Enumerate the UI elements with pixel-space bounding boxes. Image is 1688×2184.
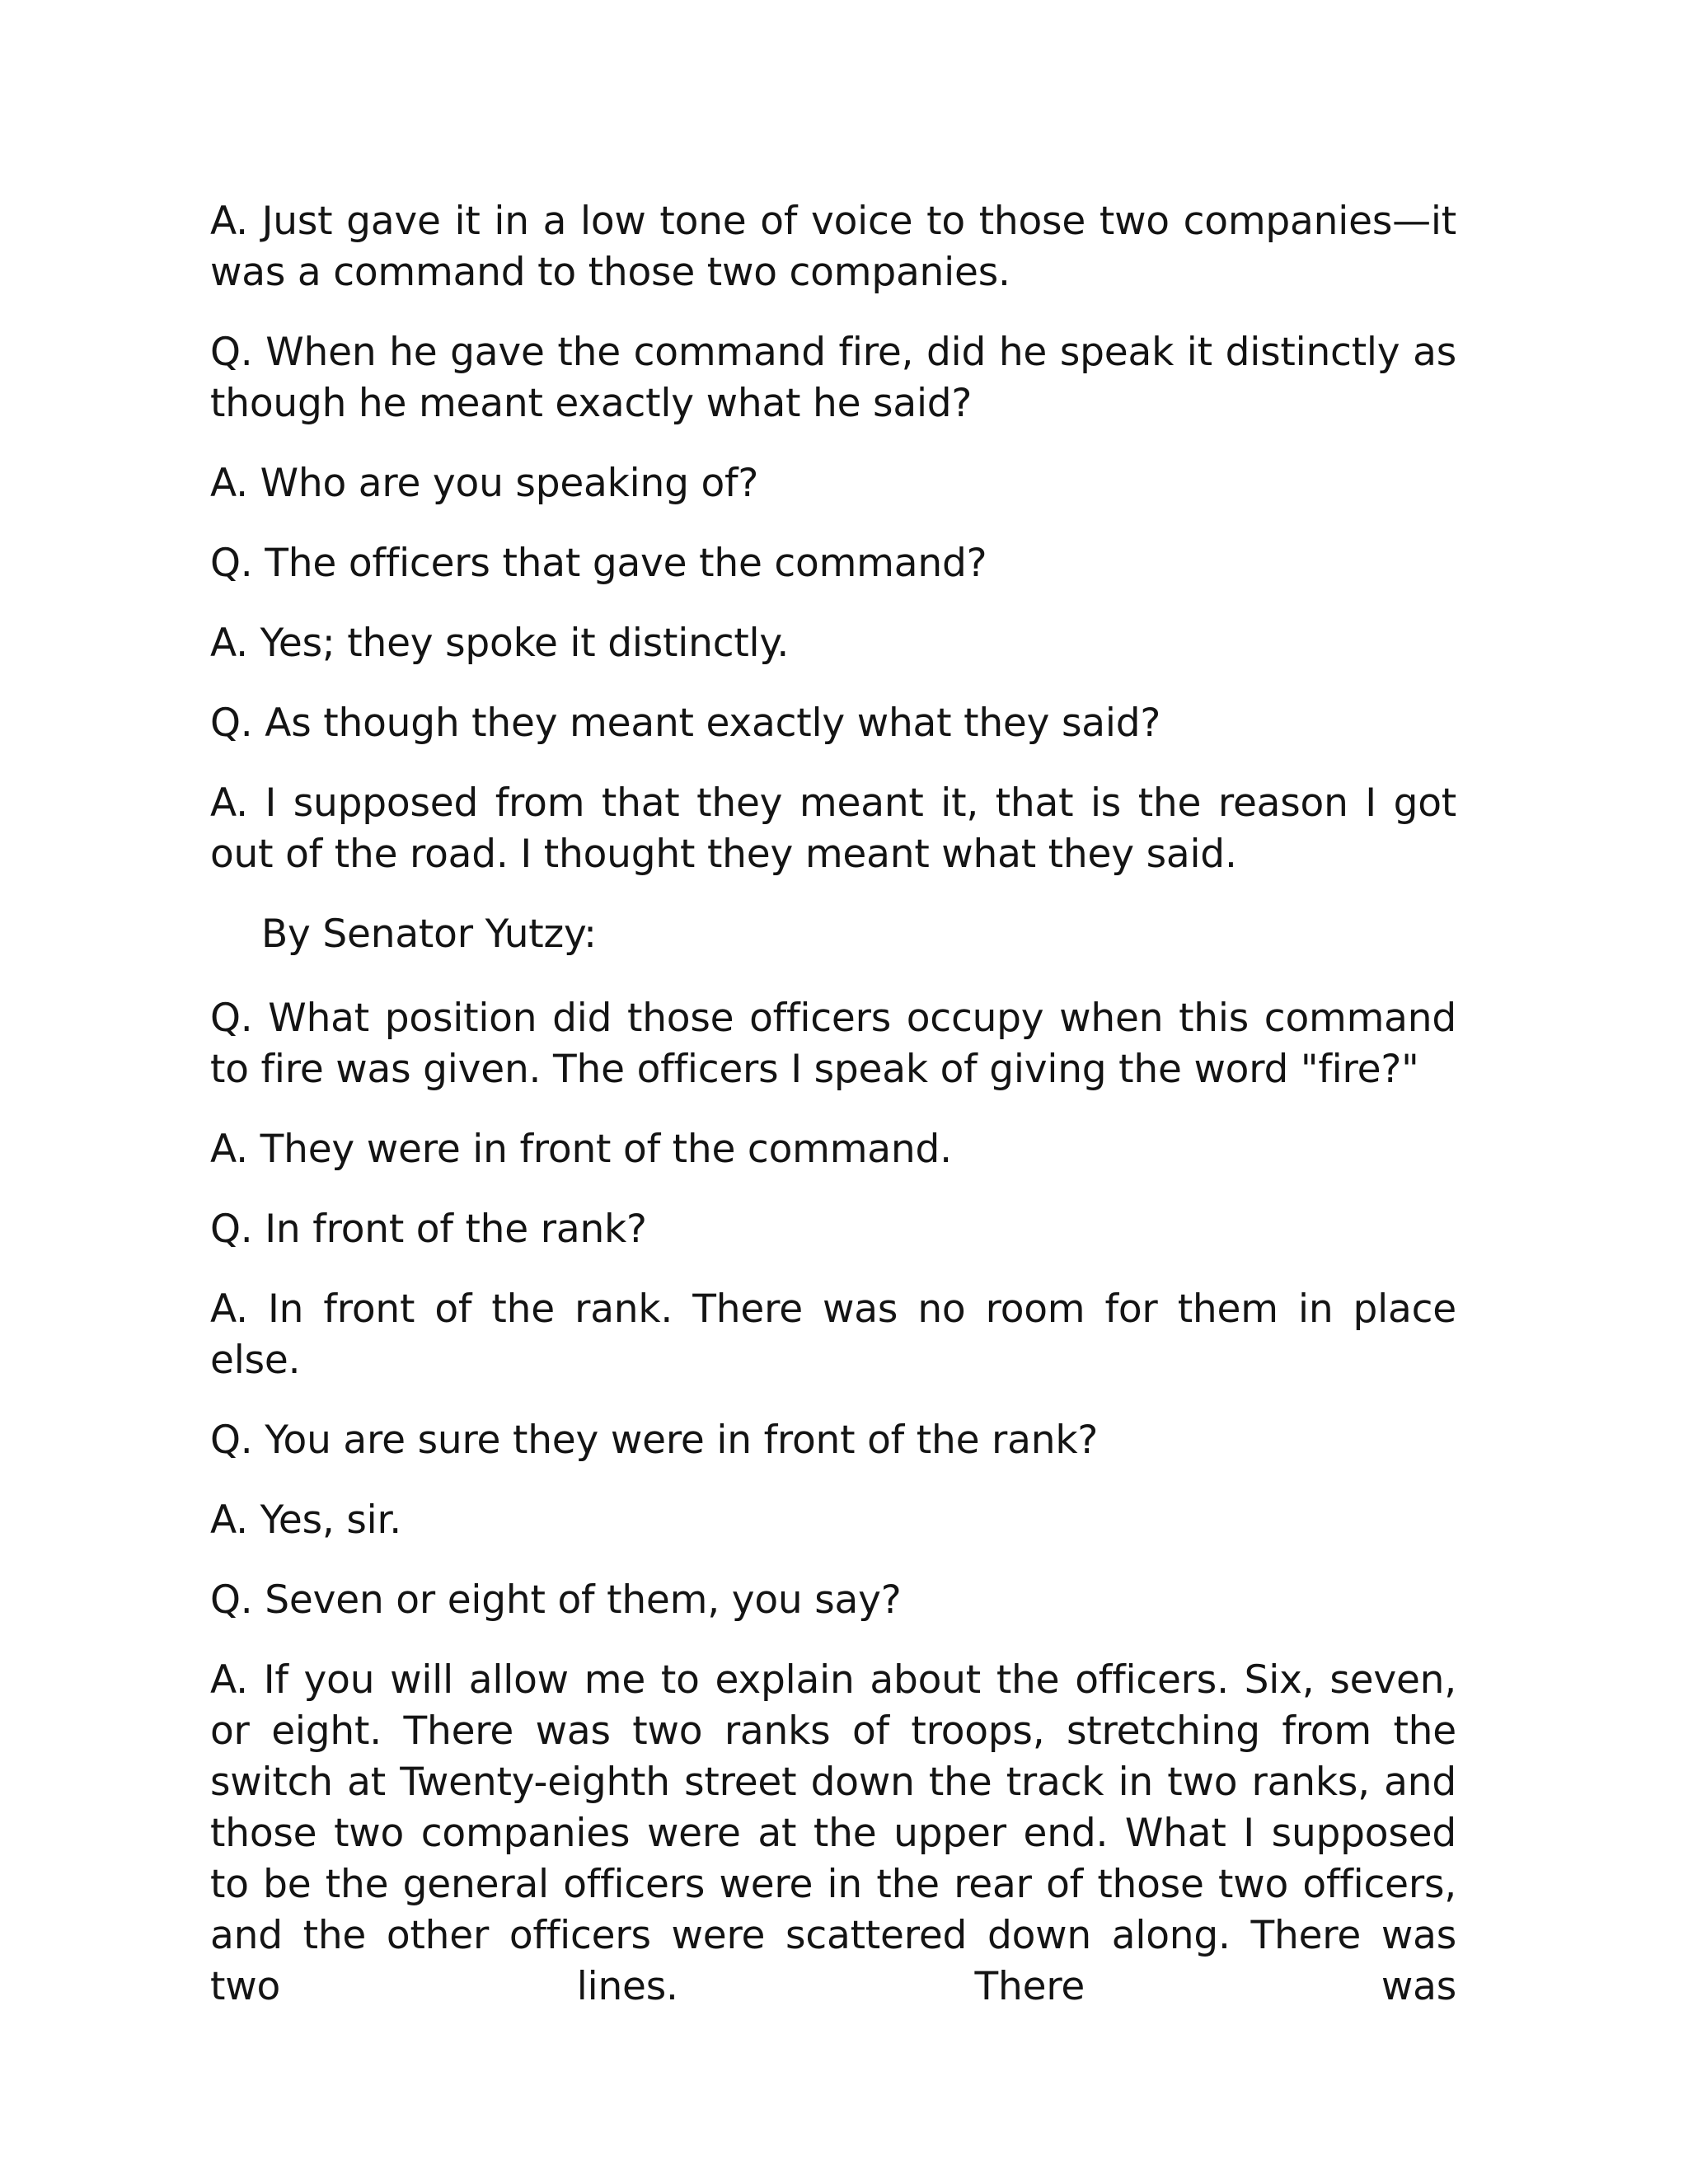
testimony-answer: A. Yes; they spoke it distinctly. — [210, 621, 790, 666]
testimony-answer: A. If you will allow me to explain about the officers. Six, seven, or eight. There was two ranks of troops, stretching from the switch at Twenty-eighth street down the track in two ranks, and those two companies were at the upper end. What I supposed to be the general officers were in the rear of those two officers, and the other officers were scattered down along. There was two lines. There was — [210, 1657, 1456, 2009]
testimony-answer: A. Yes, sir. — [210, 1497, 402, 1543]
testimony-question: Q. When he gave the command fire, did he speak it distinctly as though he meant exactly what he said? — [210, 330, 1456, 426]
document-page — [210, 196, 1456, 2041]
testimony-question: Q. As though they meant exactly what they said? — [210, 701, 1161, 746]
testimony-question: Q. In front of the rank? — [210, 1207, 647, 1252]
speaker-heading: By Senator Yutzy: — [261, 912, 597, 957]
testimony-answer: A. They were in front of the command. — [210, 1127, 952, 1172]
testimony-question: Q. You are sure they were in front of the rank? — [210, 1418, 1099, 1463]
testimony-answer: A. I supposed from that they meant it, that is the reason I got out of the road. I thought they meant what they said. — [210, 780, 1456, 877]
testimony-answer: A. Just gave it in a low tone of voice to those two companies—it was a command to those two companies. — [210, 199, 1456, 295]
testimony-question: Q. Seven or eight of them, you say? — [210, 1577, 902, 1623]
testimony-question: Q. The officers that gave the command? — [210, 541, 987, 586]
testimony-question: Q. What position did those officers occupy when this command to fire was given. The officers I speak of giving the word "fire?" — [210, 996, 1456, 1092]
testimony-answer: A. Who are you speaking of? — [210, 461, 759, 506]
testimony-answer: A. In front of the rank. There was no room for them in place else. — [210, 1286, 1456, 1383]
